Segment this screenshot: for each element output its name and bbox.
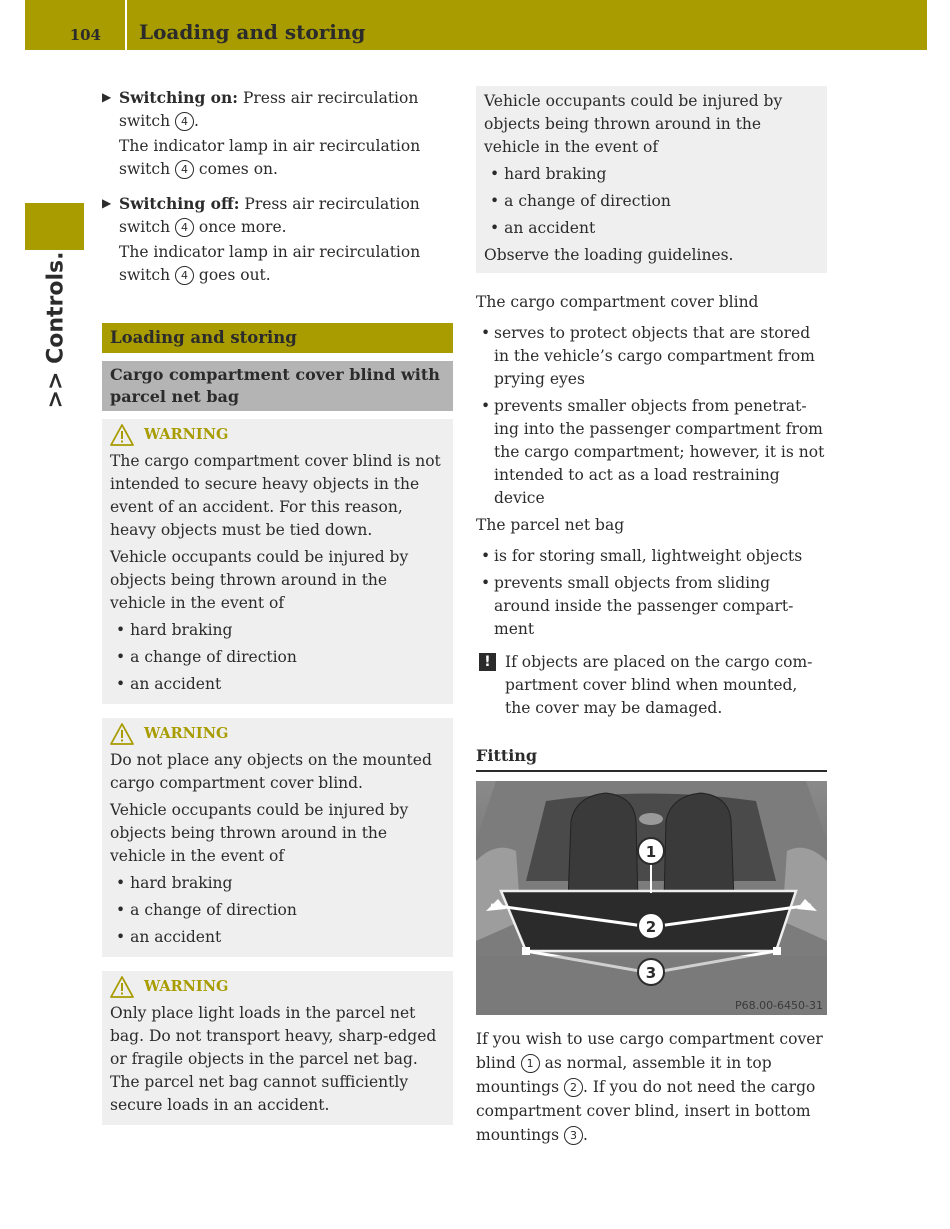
warning-bullet: • an accident: [110, 926, 445, 949]
warning-title: [110, 975, 445, 999]
cover-blind-intro: The cargo compartment cover blind: [476, 293, 759, 311]
right-column: [476, 86, 827, 1147]
warning-bullet: • hard braking: [110, 619, 445, 642]
warning-bullet: • an accident: [484, 217, 819, 240]
net-bag-list: [476, 545, 827, 641]
warning-title: [110, 722, 445, 746]
callout-2-icon: 2: [564, 1078, 583, 1097]
step-arrow-icon: ▶: [102, 90, 112, 104]
warning-paragraph: Vehicle occupants could be injured by objects being thrown around in the vehicle in the event of: [110, 801, 409, 865]
callout-4-icon: 4: [175, 266, 194, 285]
fitting-instructions: [476, 1027, 827, 1147]
list-item: • serves to protect objects that are stored in the vehicle’s cargo compartment from prying eyes: [476, 322, 827, 391]
warning-paragraph: Vehicle occupants could be injured by objects being thrown around in the vehicle in the event of: [484, 92, 783, 156]
step-label: Switching off:: [119, 194, 240, 213]
step-text: Press air recirculation switch: [119, 89, 419, 130]
section-heading: Loading and storing: [102, 323, 453, 353]
list-item: • prevents small objects from sliding around inside the passenger compart-ment: [476, 572, 827, 641]
warning-bullet: • a change of direction: [110, 646, 445, 669]
warning-paragraph: Only place light loads in the parcel net bag. Do not transport heavy, sharp-edged or fragile objects in the parcel net bag. The parcel net bag cannot sufficiently secure loads in an accident.: [110, 1004, 437, 1114]
fitting-text: as normal, assemble it in top mountings: [476, 1054, 772, 1096]
list-item: • prevents smaller objects from penetrat-ing into the passenger compartment from the cargo compartment; however, it is not intended to act as a load restraining device: [476, 395, 827, 510]
warning-box: [102, 971, 453, 1125]
warning-paragraph: Do not place any objects on the mounted cargo compartment cover blind.: [110, 751, 432, 792]
warning-triangle-icon: [110, 424, 134, 446]
warning-bullet: • an accident: [110, 673, 445, 696]
section-tab-marker: [25, 203, 84, 250]
fitting-text: .: [582, 1126, 588, 1144]
figure-callouts: [476, 781, 827, 1015]
warning-title: [110, 423, 445, 447]
warning-continued-box: [476, 86, 827, 273]
fitting-heading: Fitting: [476, 744, 827, 772]
callout-4-icon: 4: [175, 112, 194, 131]
subsection-heading: Cargo compartment cover blind with parcel net bag: [102, 361, 453, 411]
result-text-end: goes out.: [194, 266, 271, 284]
warning-triangle-icon: [110, 723, 134, 745]
warning-triangle-icon: [110, 976, 134, 998]
figure-reference-code: P68.00-6450-31: [734, 999, 823, 1012]
cargo-cover-figure: [476, 781, 827, 1015]
page-title: Loading and storing: [139, 20, 366, 44]
callout-4-icon: 4: [175, 160, 194, 179]
step-text-end: .: [194, 112, 199, 130]
callout-4-icon: 4: [175, 218, 194, 237]
warning-title-text: WARNING: [144, 426, 229, 443]
step-result: [119, 241, 453, 287]
fitting-text: . If you do not need the cargo compartment cover blind, insert in bottom mountings: [476, 1078, 816, 1144]
list-item: • is for storing small, lightweight objects: [476, 545, 827, 568]
callout-1-label: 1: [645, 843, 657, 861]
callout-3-label: 3: [645, 964, 657, 982]
header-divider: [125, 0, 127, 50]
result-text: The indicator lamp in air recirculation switch: [119, 243, 421, 284]
warning-paragraph: Vehicle occupants could be injured by objects being thrown around in the vehicle in the event of: [110, 548, 409, 612]
fitting-text: If you wish to use cargo compartment cover blind: [476, 1030, 823, 1072]
page-header: [25, 0, 927, 50]
step-result: [119, 135, 453, 181]
warning-paragraph: The cargo compartment cover blind is not intended to secure heavy objects in the event of an accident. For this reason, heavy objects must be tied down.: [110, 452, 441, 539]
warning-bullet: • a change of direction: [110, 899, 445, 922]
warning-paragraph: Observe the loading guidelines.: [484, 246, 734, 264]
warning-box: [102, 718, 453, 957]
warning-bullet: • a change of direction: [484, 190, 819, 213]
section-side-label: >> Controls.: [43, 251, 69, 409]
result-text-end: comes on.: [194, 160, 278, 178]
step-switching-off: [102, 192, 453, 287]
page-number: 104: [69, 26, 101, 44]
exclamation-icon: !: [479, 653, 496, 671]
cover-blind-list: [476, 322, 827, 510]
warning-title-text: WARNING: [144, 978, 229, 995]
callout-1-icon: 1: [521, 1054, 540, 1073]
damage-note: [476, 651, 827, 720]
left-column: [102, 86, 453, 1125]
step-instruction: [119, 86, 453, 133]
callout-3-icon: [638, 959, 664, 985]
warning-bullet: • hard braking: [484, 163, 819, 186]
result-text: The indicator lamp in air recirculation switch: [119, 137, 421, 178]
step-switching-on: [102, 86, 453, 181]
callout-2-label: 2: [645, 918, 657, 936]
warning-bullet: • hard braking: [110, 872, 445, 895]
warning-title-text: WARNING: [144, 725, 229, 742]
callout-1-icon: [638, 838, 664, 864]
step-arrow-icon: ▶: [102, 196, 112, 210]
note-text: If objects are placed on the cargo com-partment cover blind when mounted, the cover may be damaged.: [505, 653, 813, 717]
warning-box: [102, 419, 453, 704]
net-bag-intro: The parcel net bag: [476, 516, 625, 534]
step-label: Switching on:: [119, 88, 239, 107]
step-instruction: [119, 192, 453, 239]
step-text-end: once more.: [194, 218, 287, 236]
callout-2-icon: [638, 913, 664, 939]
step-text: Press air recirculation switch: [119, 195, 420, 236]
callout-3-icon: 3: [564, 1126, 583, 1145]
